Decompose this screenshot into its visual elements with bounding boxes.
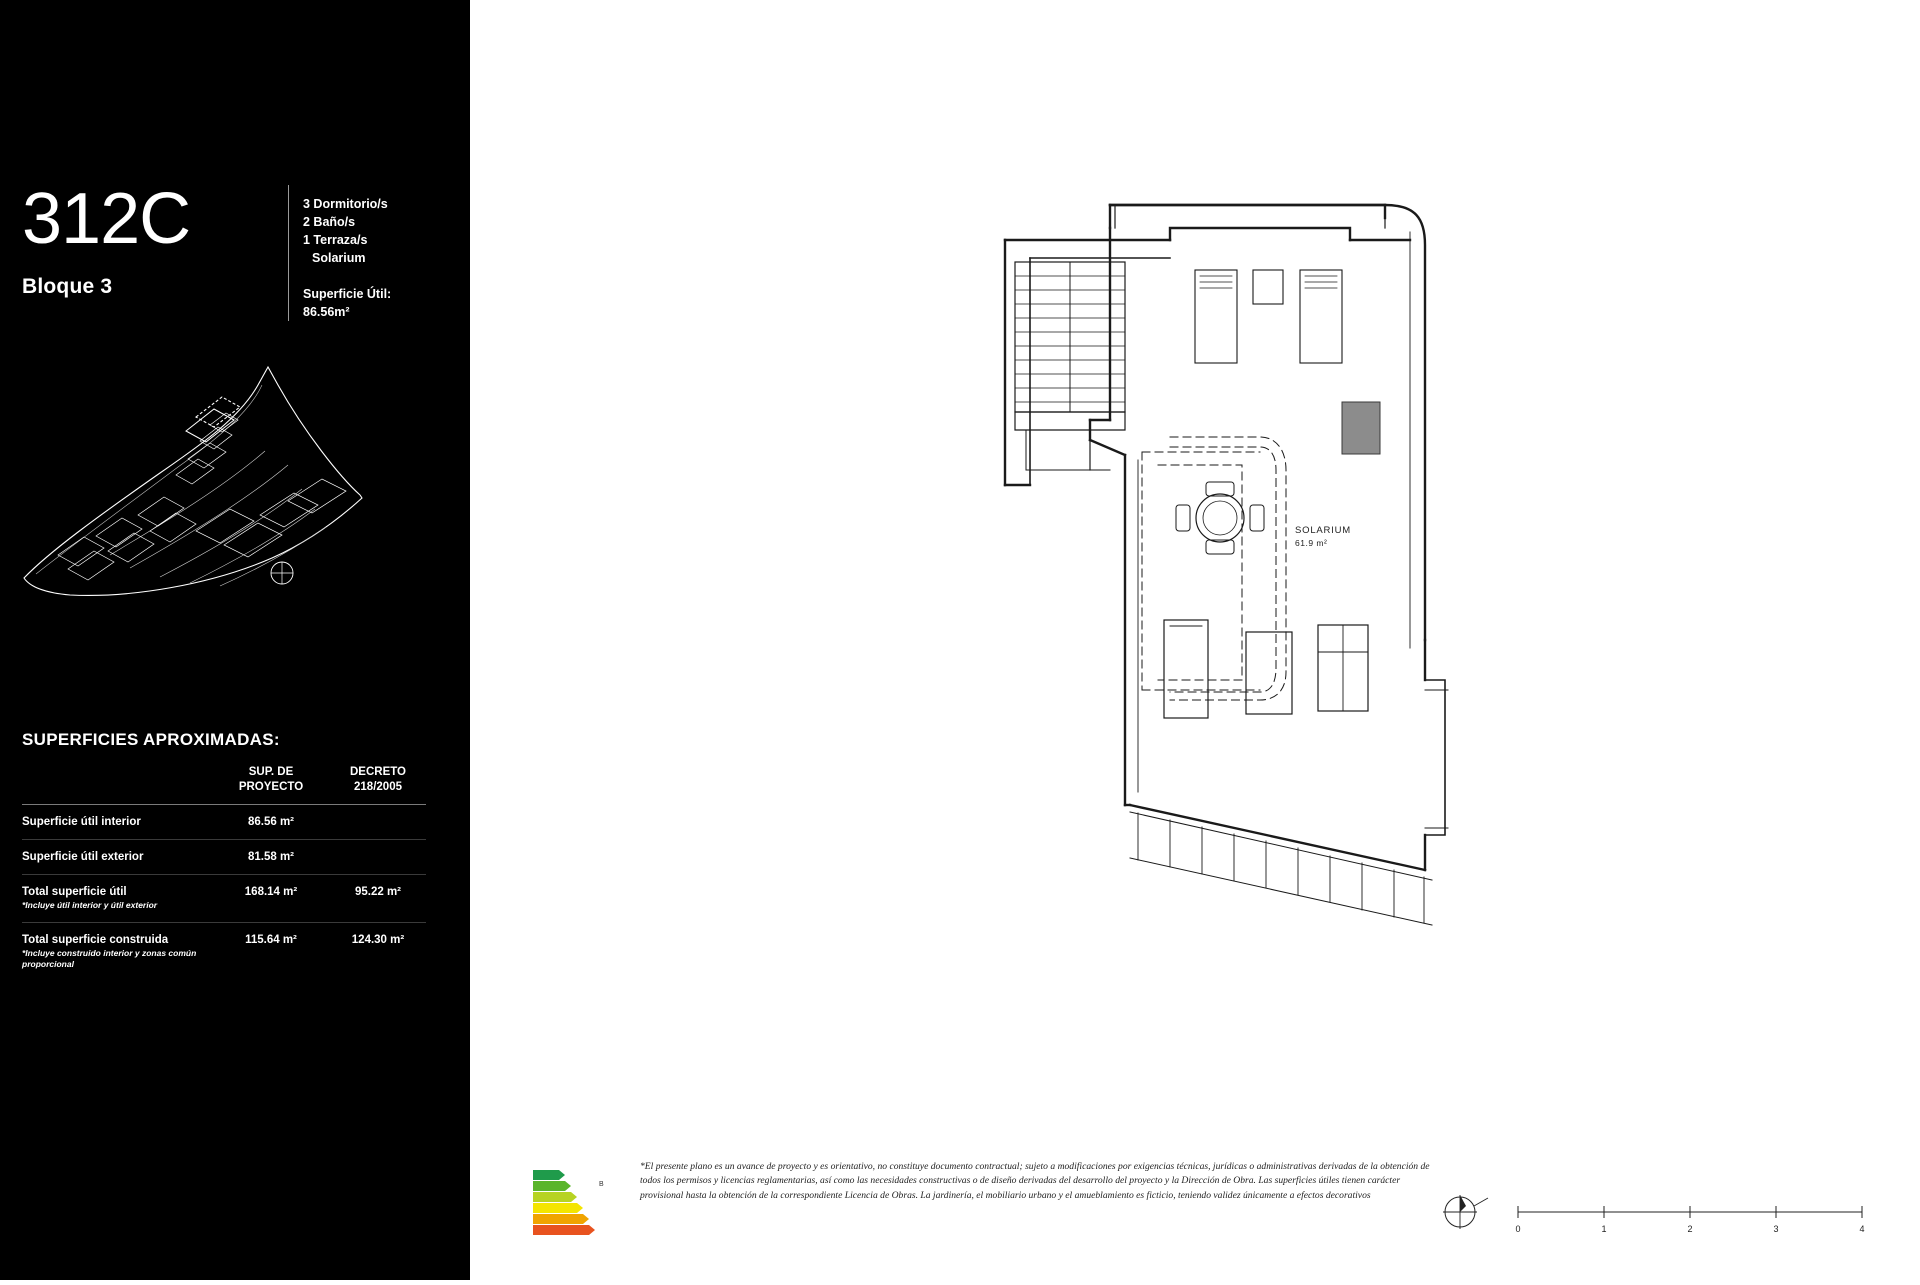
row-decreto: 95.22 m²	[330, 875, 426, 923]
areas-header-col2	[212, 765, 330, 804]
spec-terraces: 1 Terraza/s	[303, 233, 368, 248]
row-label: Superficie útil exterior	[22, 840, 212, 875]
row-decreto	[330, 840, 426, 875]
north-arrow-icon	[1430, 1182, 1500, 1242]
spec-bedrooms: 3 Dormitorio/s	[303, 197, 388, 211]
block-label: Bloque 3	[22, 275, 113, 299]
row-label-text: Total superficie útil	[22, 886, 127, 899]
usable-area-label: Superficie Útil:	[303, 286, 392, 301]
site-plan-illustration	[10, 355, 460, 615]
svg-text:0: 0	[1515, 1224, 1521, 1234]
north-arrow-icon	[271, 562, 293, 584]
row-project: 86.56 m²	[212, 805, 330, 840]
spec-solarium: Solarium	[312, 251, 366, 266]
areas-header-col2-line1: SUP. DE	[248, 766, 294, 778]
svg-text:3: 3	[1773, 1224, 1779, 1234]
info-sidebar	[0, 0, 470, 1280]
table-row	[22, 875, 426, 923]
header-divider	[288, 185, 289, 321]
svg-text:B: B	[599, 1181, 604, 1188]
unit-header	[22, 179, 442, 321]
legal-disclaimer: *El presente plano es un avance de proyecto y es orientativo, no constituye documento contractual; sujeto a modificaciones por exigencias técnicas, jurídicas o administrativas derivadas de la obtención de todos los permisos y licencias reglamentarias, así como las necesidades constructivas o de diseño derivadas del desarrollo del proyecto y la Dirección de Obra. Las superficies útiles tienen carácter provisional hasta la obtención de la correspondiente Licencia de Obras. La jardinería, el mobiliario urbano y el amueblamiento es ficticio, teniendo validez únicamente a efectos decorativos	[640, 1161, 1430, 1201]
areas-header-col3-line2: 218/2005	[354, 780, 402, 793]
scale-bar	[1510, 1190, 1870, 1250]
areas-header-col3	[330, 765, 426, 804]
table-row	[22, 805, 426, 840]
usable-area-value: 86.56m²	[303, 304, 350, 319]
row-label	[22, 923, 212, 981]
areas-header-col3-line1: DECRETO	[349, 766, 407, 778]
row-project: 115.64 m²	[245, 934, 297, 946]
row-label	[22, 875, 212, 923]
svg-text:4: 4	[1859, 1224, 1865, 1234]
row-decreto: 124.30 m²	[351, 934, 405, 946]
svg-text:1: 1	[1601, 1224, 1607, 1234]
svg-text:2: 2	[1687, 1224, 1693, 1234]
energy-rating-icon	[533, 1164, 623, 1236]
svg-text:SOLARIUM: SOLARIUM	[1295, 525, 1352, 536]
areas-header-col2-line2: PROYECTO	[238, 780, 304, 793]
room-label-solarium	[1295, 525, 1351, 548]
table-row	[22, 923, 426, 981]
svg-text:61.9 m²: 61.9 m²	[1295, 538, 1328, 548]
spec-bathrooms: 2 Baño/s	[303, 215, 356, 230]
row-project: 81.58 m²	[212, 840, 330, 875]
areas-table	[22, 765, 442, 980]
row-project: 168.14 m²	[212, 875, 330, 923]
row-label-text: Total superficie construida	[22, 934, 169, 946]
areas-section-title: SUPERFICIES APROXIMADAS:	[22, 730, 280, 749]
row-label-note: *Incluye útil interior y útil exterior	[22, 900, 158, 911]
unit-code: 312C	[22, 179, 191, 259]
row-label: Superficie útil interior	[22, 805, 212, 840]
row-label-note: *Incluye construido interior y zonas común proporcional	[22, 948, 197, 969]
row-decreto	[330, 805, 426, 840]
areas-header-col1	[22, 765, 212, 804]
plan-footer	[470, 1150, 1920, 1280]
floor-plan-drawing	[470, 0, 1920, 1280]
table-row	[22, 840, 426, 875]
